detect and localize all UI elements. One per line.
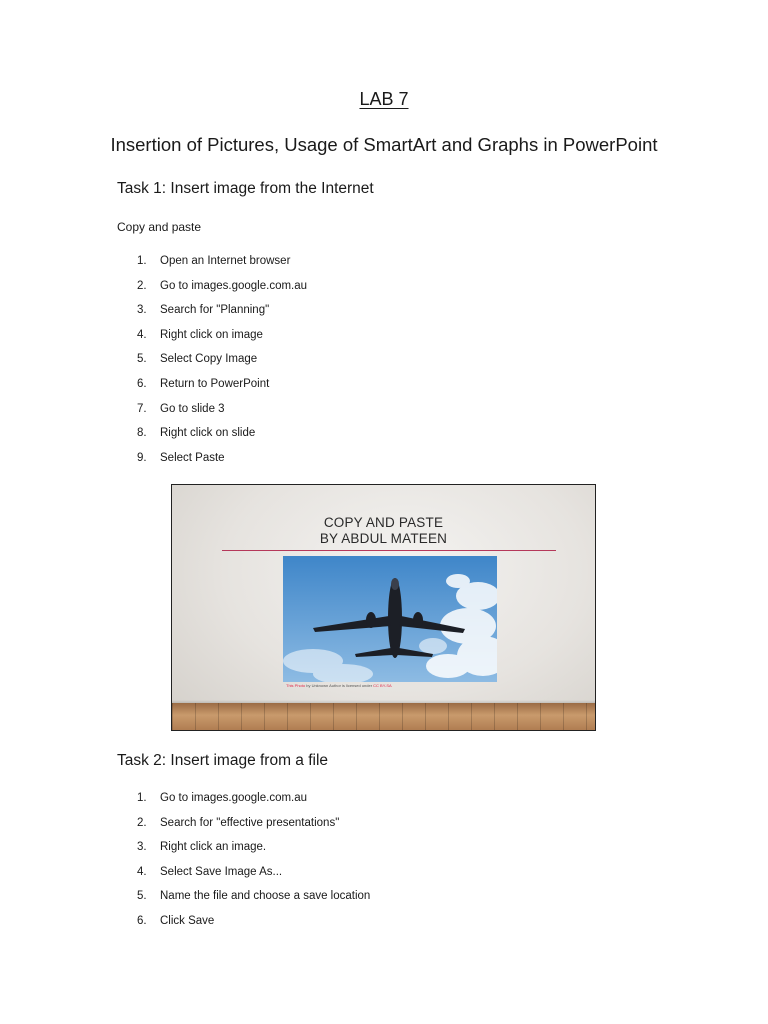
- slide-screenshot: [171, 484, 596, 731]
- list-item: [137, 909, 370, 934]
- step-number: 4.: [137, 865, 147, 878]
- step-number: 7.: [137, 402, 147, 415]
- task1-subheading: Copy and paste: [117, 220, 202, 234]
- step-number: 9.: [137, 451, 147, 464]
- step-number: 5.: [137, 890, 147, 903]
- step-number: 4.: [137, 328, 147, 341]
- step-text: Select Save Image As...: [160, 865, 283, 878]
- slide-title: [172, 515, 595, 547]
- step-text: Right click an image.: [160, 841, 267, 854]
- airplane-image: [283, 556, 497, 682]
- list-item: [137, 884, 370, 909]
- slide-title-underline: [222, 550, 556, 551]
- step-text: Search for "Planning": [160, 304, 270, 317]
- task2-heading: Task 2: Insert image from a file: [117, 752, 329, 769]
- list-item: [137, 249, 307, 274]
- step-number: 3.: [137, 304, 147, 317]
- step-text: Return to PowerPoint: [160, 377, 270, 390]
- task1-steps: [137, 249, 307, 470]
- list-item: [137, 786, 370, 811]
- step-text: Go to slide 3: [160, 402, 225, 415]
- list-item: [137, 446, 307, 471]
- photo-caption-link[interactable]: This Photo: [286, 683, 306, 688]
- list-item: [137, 421, 307, 446]
- airplane-photo: [283, 556, 497, 682]
- step-text: Name the file and choose a save location: [160, 890, 371, 903]
- step-number: 6.: [137, 377, 147, 390]
- step-number: 2.: [137, 816, 147, 829]
- step-number: 8.: [137, 427, 147, 440]
- wood-floor: [172, 703, 595, 730]
- lab-title: LAB 7: [359, 89, 409, 109]
- step-number: 1.: [137, 255, 147, 267]
- step-text: Click Save: [160, 914, 215, 927]
- slide-title-line2: BY ABDUL MATEEN: [319, 531, 448, 546]
- list-item: [137, 323, 307, 348]
- list-item: [137, 860, 370, 885]
- step-text: Open an Internet browser: [160, 255, 291, 267]
- step-text: Select Paste: [160, 451, 225, 464]
- task2-steps: [137, 786, 370, 934]
- step-text: Right click on image: [160, 328, 263, 341]
- step-number: 2.: [137, 279, 147, 292]
- list-item: [137, 298, 307, 323]
- photo-caption-license-link[interactable]: CC BY-SA: [373, 683, 392, 688]
- photo-caption: [286, 683, 392, 688]
- step-number: 6.: [137, 914, 147, 927]
- step-text: Search for "effective presentations": [160, 816, 340, 829]
- step-text: Go to images.google.com.au: [160, 279, 308, 292]
- step-number: 3.: [137, 841, 147, 854]
- task1-heading: Task 1: Insert image from the Internet: [117, 180, 374, 197]
- list-item: [137, 274, 307, 299]
- list-item: [137, 811, 370, 836]
- step-number: 1.: [137, 792, 147, 804]
- slide-title-line1: COPY AND PASTE: [323, 515, 444, 530]
- list-item: [137, 835, 370, 860]
- document-title: Insertion of Pictures, Usage of SmartArt and Graphs in PowerPoint: [110, 134, 658, 155]
- step-text: Go to images.google.com.au: [160, 792, 308, 804]
- list-item: [137, 347, 307, 372]
- photo-caption-text: by Unknown Author is licensed under: [305, 683, 374, 688]
- list-item: [137, 372, 307, 397]
- step-text: Select Copy Image: [160, 353, 258, 366]
- step-number: 5.: [137, 353, 147, 366]
- step-text: Right click on slide: [160, 427, 256, 440]
- list-item: [137, 397, 307, 422]
